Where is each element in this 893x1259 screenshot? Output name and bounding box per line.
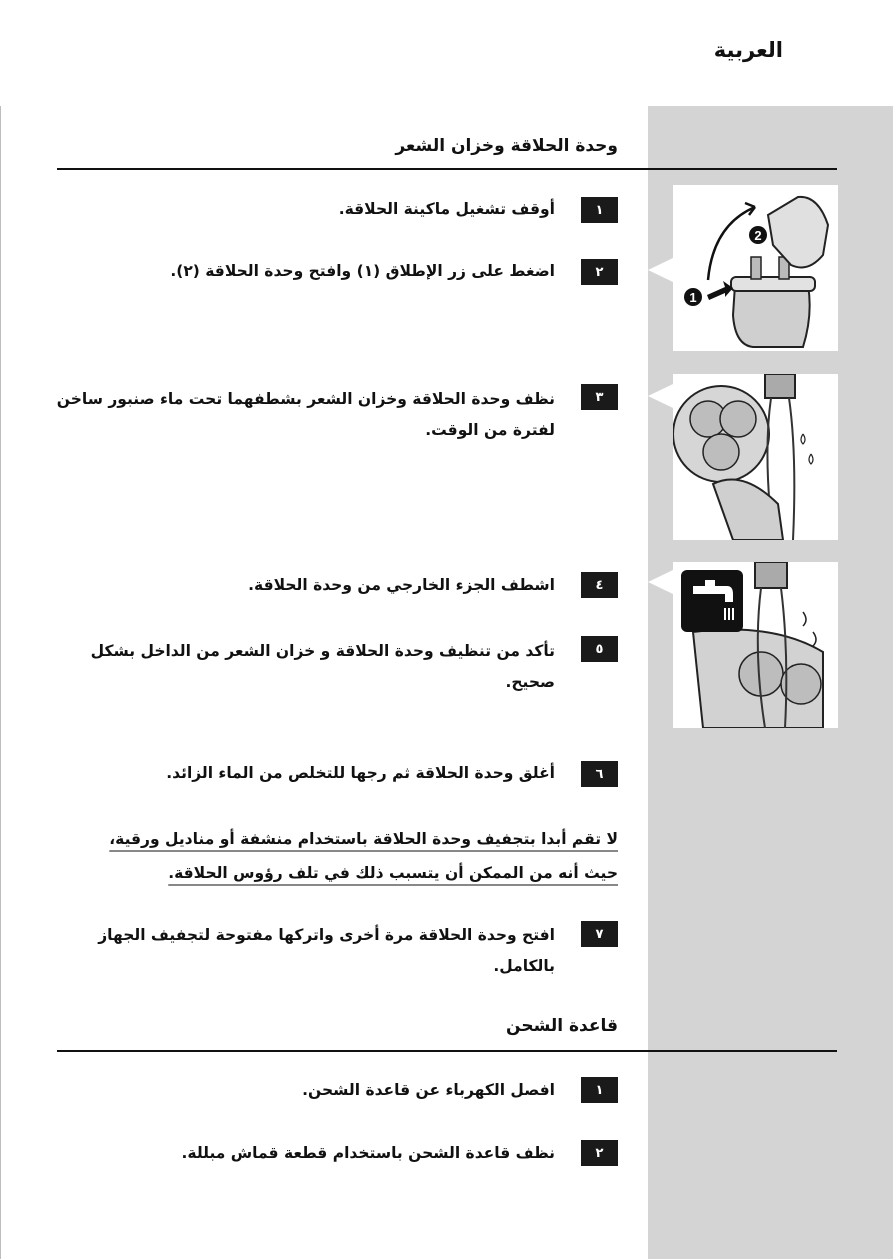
step-number: ٤	[581, 572, 618, 598]
step-text: نظف قاعدة الشحن باستخدام قطعة قماش مبللة.	[181, 1144, 555, 1162]
figure-pointer	[648, 570, 673, 594]
figure-pointer	[648, 258, 673, 282]
water-tap-icon	[681, 570, 743, 632]
figure-open-shaving-unit	[673, 185, 838, 351]
step-number: ٧	[581, 921, 618, 947]
step-text: افصل الكهرباء عن قاعدة الشحن.	[302, 1081, 555, 1099]
step-text: أوقف تشغيل ماكينة الحلاقة.	[338, 200, 555, 218]
step-text: تأكد من تنظيف وحدة الحلاقة و خزان الشعر من الداخل بشكل صحيح.	[90, 642, 555, 691]
step-text: نظف وحدة الحلاقة وخزان الشعر بشطفهما تحت ماء صنبور ساخن لفترة من الوقت.	[56, 390, 555, 439]
figure-rinse-outside	[673, 562, 838, 728]
step-number: ١	[581, 197, 618, 223]
figure-pointer	[648, 384, 673, 408]
rinse-outside-illustration	[673, 562, 838, 728]
svg-text:2: 2	[754, 228, 762, 243]
section-rule	[57, 168, 837, 170]
step-number: ٢	[581, 259, 618, 285]
warning-note	[52, 822, 618, 890]
step-text: افتح وحدة الحلاقة مرة أخرى واتركها مفتوحة لتجفيف الجهاز بالكامل.	[98, 926, 555, 975]
section-rule	[57, 1050, 837, 1052]
section-title-charging-stand: قاعدة الشحن	[506, 1016, 618, 1036]
language-label: العربية	[713, 38, 783, 62]
step-number: ٥	[581, 636, 618, 662]
page-edge-line	[0, 106, 1, 1259]
section-title-shaving-unit: وحدة الحلاقة وخزان الشعر	[395, 136, 618, 156]
step-text: أغلق وحدة الحلاقة ثم رجها للتخلص من الماء الزائد.	[166, 764, 555, 782]
svg-text:1: 1	[689, 290, 697, 305]
step-number: ١	[581, 1077, 618, 1103]
step-text: اشطف الجزء الخارجي من وحدة الحلاقة.	[248, 576, 555, 594]
figure-rinse-shaving-unit	[673, 374, 838, 540]
warning-line-1: لا تقم أبدا بتجفيف وحدة الحلاقة باستخدام منشفة أو مناديل ورقية،	[109, 830, 618, 848]
step-number: ٣	[581, 384, 618, 410]
shaver-open-illustration	[673, 185, 838, 351]
rinse-illustration	[673, 374, 838, 540]
warning-line-2: حيث أنه من الممكن أن يتسبب ذلك في تلف رؤوس الحلاقة.	[168, 864, 618, 882]
step-text: اضغط على زر الإطلاق (١) وافتح وحدة الحلاقة (٢).	[170, 262, 555, 280]
step-number: ٢	[581, 1140, 618, 1166]
step-number: ٦	[581, 761, 618, 787]
